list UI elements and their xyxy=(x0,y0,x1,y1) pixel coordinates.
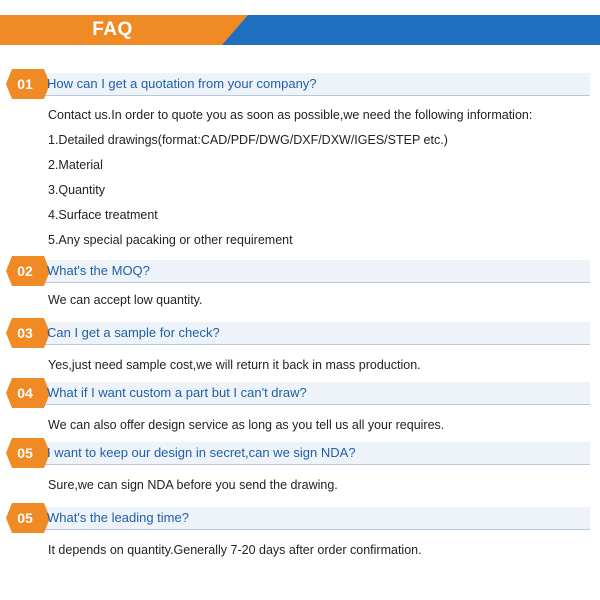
question-number: 01 xyxy=(17,76,33,92)
answer-line: Yes,just need sample cost,we will return it back in mass production. xyxy=(48,358,421,372)
question-row xyxy=(0,378,600,408)
answer-line: 4.Surface treatment xyxy=(48,208,158,222)
answer-line: 2.Material xyxy=(48,158,103,172)
question-number: 04 xyxy=(17,385,33,401)
question-number: 05 xyxy=(17,510,33,526)
question-text: What's the leading time? xyxy=(47,510,189,525)
answer-line: It depends on quantity.Generally 7-20 days after order confirmation. xyxy=(48,543,422,557)
answer-line: We can also offer design service as long as you tell us all your requires. xyxy=(48,418,445,432)
answer-line: Contact us.In order to quote you as soon as possible,we need the following information: xyxy=(48,108,533,122)
question-text: Can I get a sample for check? xyxy=(47,325,220,340)
answer-line: We can accept low quantity. xyxy=(48,293,203,307)
question-text: I want to keep our design in secret,can we sign NDA? xyxy=(47,445,356,460)
question-text: What's the MOQ? xyxy=(47,263,150,278)
question-number: 05 xyxy=(17,445,33,461)
page-title: FAQ xyxy=(92,19,133,40)
question-row xyxy=(0,438,600,468)
answer-line: Sure,we can sign NDA before you send the drawing. xyxy=(48,478,338,492)
question-number: 03 xyxy=(17,325,33,341)
question-number: 02 xyxy=(17,263,33,279)
answer-line: 5.Any special pacaking or other requirement xyxy=(48,233,293,247)
question-row xyxy=(0,69,600,99)
question-row xyxy=(0,256,600,286)
question-row xyxy=(0,318,600,348)
answer-line: 1.Detailed drawings(format:CAD/PDF/DWG/DXF/DXW/IGES/STEP etc.) xyxy=(48,133,448,147)
question-row xyxy=(0,503,600,533)
question-text: What if I want custom a part but I can't draw? xyxy=(47,385,307,400)
answer-line: 3.Quantity xyxy=(48,183,105,197)
question-text: How can I get a quotation from your company? xyxy=(47,76,317,91)
